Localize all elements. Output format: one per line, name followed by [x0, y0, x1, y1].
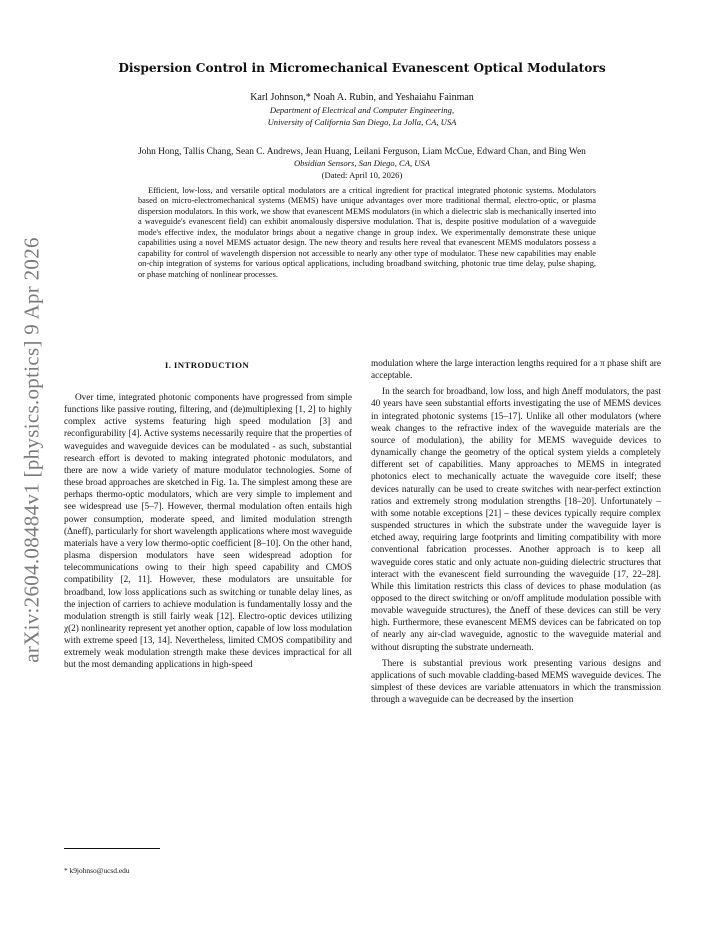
arxiv-identifier: arXiv:2604.08484v1 [physics.optics] 9 Apr 2026	[19, 237, 44, 663]
intro-paragraph-continued: modulation where the large interaction lengths required for a π phase shift are acceptable.	[371, 359, 661, 382]
arxiv-sidebar-stamp	[19, 237, 44, 663]
affiliation-department: Department of Electrical and Computer Engineering,	[269, 105, 455, 115]
affiliation-university: University of California San Diego, La Jolla, CA, USA	[267, 117, 457, 127]
footnote-rule	[64, 848, 160, 849]
intro-paragraph-3: There is substantial previous work presenting various designs and applications of such movable cladding-based MEMS waveguide devices. The simplest of these devices are variable attenuators in which the transmission through a waveguide can be decreased by the insertion	[371, 658, 661, 706]
paper-title: Dispersion Control in Micromechanical Evanescent Optical Modulators	[118, 61, 606, 75]
footnote-email: * k9johnso@ucsd.edu	[64, 866, 130, 875]
author-list: Karl Johnson,* Noah A. Rubin, and Yeshaiahu Fainman	[250, 92, 474, 103]
date-line: (Dated: April 10, 2026)	[321, 170, 403, 180]
intro-paragraph-1: Over time, integrated photonic components have progressed from simple functions like passive routing, filtering, and (de)multiplexing [1, 2] to highly complex active systems featuring high speed modulation [3] and reconfigurability [4]. Active systems necessarily require that the properties of waveguides and waveguide devices can be modulated - as such, substantial research effort is devoted to making integrated photonic modulators, and there are now a wide variety of mature modulator technologies. Some of these broad approaches are sketched in Fig. 1a. The simplest among these are perhaps thermo-optic modulators, which are very simple to implement and see widespread use [5–7]. However, thermal modulation often entails high power consumption, moderate speed, and limited modulation strength (Δneff), particularly for short wavelength applications where most waveguide materials have a very low thermo-optic coefficient [8–10]. On the other hand, plasma dispersion modulators have seen widespread adoption for telecommunications owing to their high speed capability and CMOS compatibility [2, 11]. However, these modulators are unsuitable for broadband, low loss applications such as switching or tunable delay lines, as the injection of carriers to achieve modulation is fundamentally lossy and the modulation strength is still fairly weak [12]. Electro-optic devices utilizing χ(2) nonlinearity represent yet another option, capable of low loss modulation with extreme speed [13, 14]. Nevertheless, limited CMOS compatibility and extremely weak modulation strength make these devices impractical for all but the most demanding applications in high-speed	[64, 393, 352, 671]
affiliation-obsidian: Obsidian Sensors, San Diego, CA, USA	[293, 158, 431, 168]
intro-paragraph-2: In the search for broadband, low loss, and high Δneff modulators, the past 40 years have seen substantial efforts investigating the use of MEMS devices in integrated photonic systems [15–17]. Unlike all other modulators (where weak changes to the refractive index of the waveguide materials are the source of modulation), the ability for MEMS waveguide devices to dynamically change the geometry of the optical system yields a completely different set of capabilities. Many approaches to MEMS in integrated photonics elect to mechanically actuate the waveguide core itself; these devices naturally can be used to create switches with near-perfect extinction ratios and extremely strong modulation strengths [18–20]. Unfortunately – with some notable exceptions [21] – these devices typically require complex suspended structures in which the substrate under the waveguide layer is etched away, requiring large footprints and limiting compatibility with more conventional fabrication processes. Another approach is to keep all waveguide cores static and only actuate non-guiding dielectric structures that interact with the evanescent field surrounding the waveguide [17, 22–28]. While this limitation restricts this class of devices to phase modulation (as opposed to the direct switching or on/off amplitude modulation possible with movable waveguide structures), the Δneff of these devices can still be very high. Furthermore, these evanescent MEMS devices can be fabricated on top of nearly any air-clad waveguide, agnostic to the waveguide material and without disrupting the substrate underneath.	[371, 387, 661, 653]
left-column	[64, 392, 352, 672]
author-list-secondary: John Hong, Tallis Chang, Sean C. Andrews, Jean Huang, Leilani Ferguson, Liam McCue, Edward Chan, and Bing Wen	[138, 147, 586, 157]
section-heading-introduction: I. INTRODUCTION	[164, 360, 250, 370]
affiliation-ucsd	[60, 104, 664, 128]
abstract: Efficient, low-loss, and versatile optical modulators are a critical ingredient for practical integrated photonic systems. Modulators based on micro-electromechanical systems (MEMS) have unique advantages over more traditional thermal, electro-optic, or plasma dispersion modulators. In this work, we show that evanescent MEMS modulators (in which a dielectric slab is mechanically inserted into a waveguide's evanescent field) can exhibit anomalously dispersive modulation. That is, despite positive modulation of a waveguide mode's effective index, the modulator brings about a negative change in group index. We experimentally demonstrate these unique capabilities using a novel MEMS actuator design. The new theory and results here reveal that evanescent MEMS modulators possess a capability for control of wavelength dispersion not accessible to nearly any other type of modulator. These new capabilities may enable on-chip integration of systems for various optical applications, including broadband switching, photonic true time delay, pulse shaping, or phase matching of nonlinear processes.	[138, 186, 596, 279]
right-column	[371, 358, 661, 706]
